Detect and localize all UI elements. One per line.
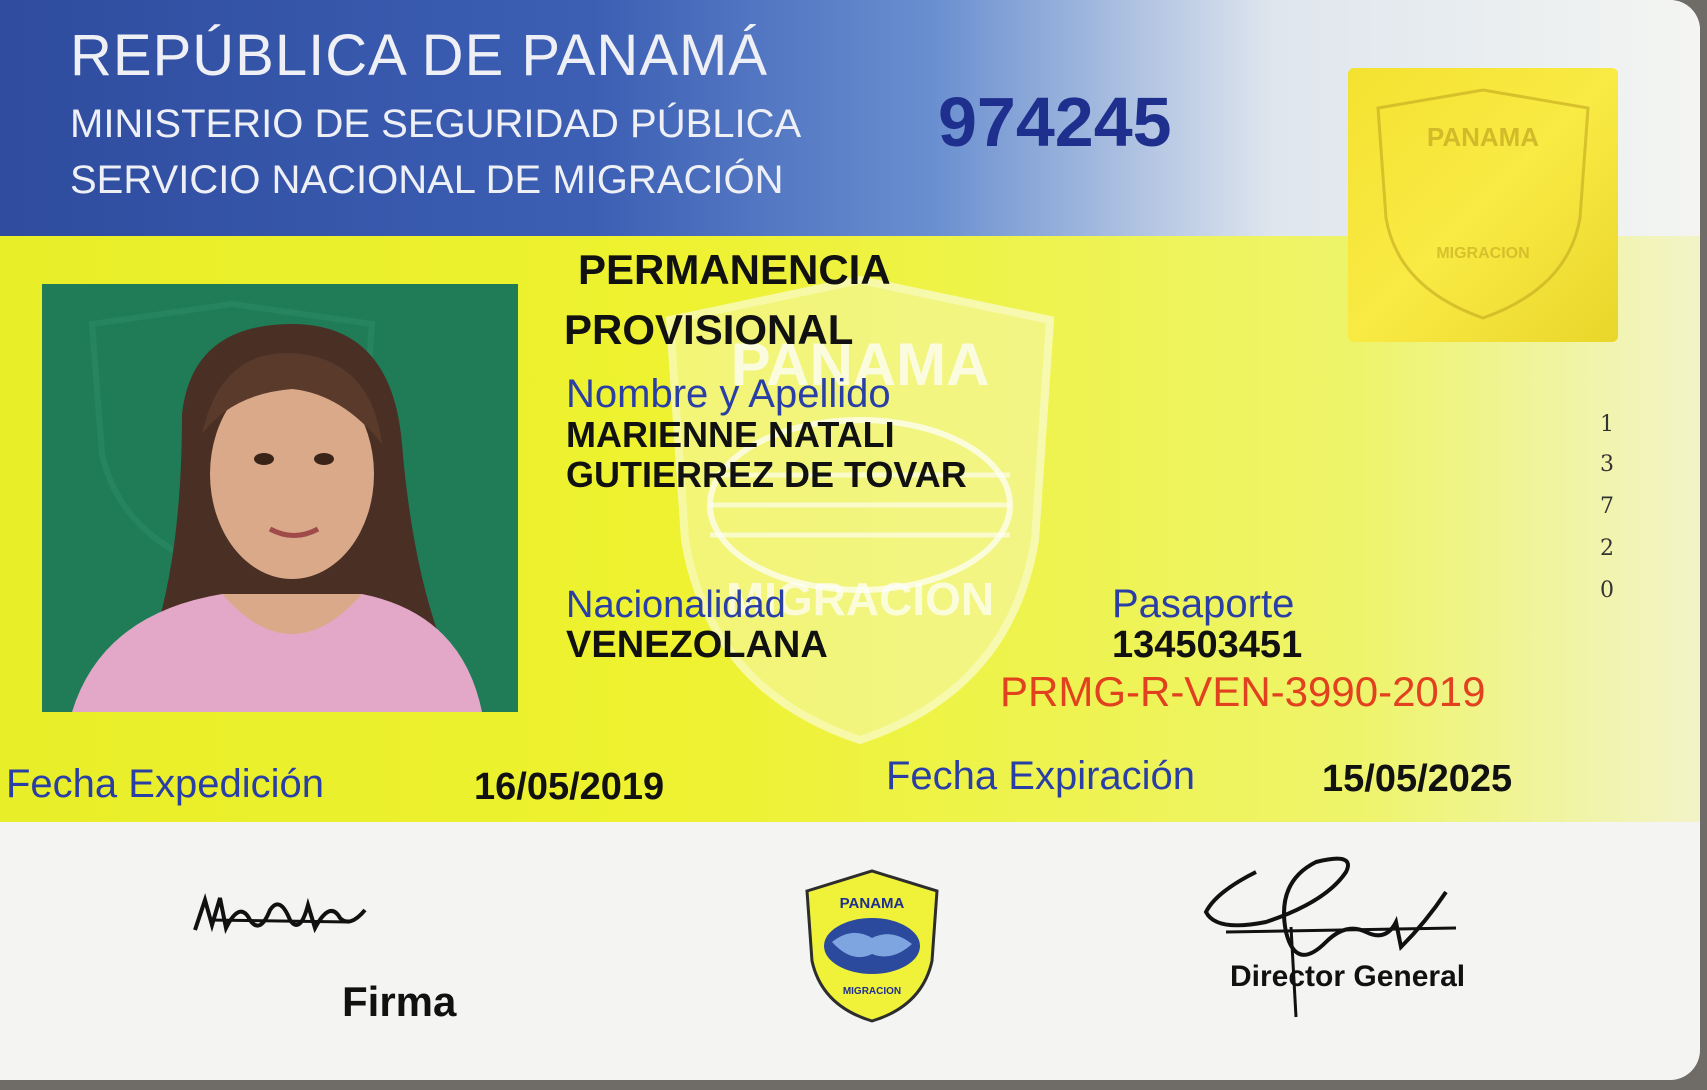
document-type-line2: PROVISIONAL xyxy=(564,306,854,353)
hologram-subtext: MIGRACION xyxy=(1436,245,1530,262)
hologram-text: PANAMA xyxy=(1426,122,1540,152)
emblem-bottom-text: MIGRACION xyxy=(842,986,902,997)
portrait-image xyxy=(42,284,518,712)
shield-icon xyxy=(1348,68,1618,342)
vertical-digit: 3 xyxy=(1600,452,1614,477)
vertical-digit: 2 xyxy=(1600,536,1614,561)
expiry-date: 15/05/2025 xyxy=(1322,758,1513,800)
ministry-title: MINISTERIO DE SEGURIDAD PÚBLICA xyxy=(70,102,802,146)
vertical-digit: 7 xyxy=(1600,494,1614,519)
name-label: Nombre y Apellido xyxy=(566,372,891,416)
expiry-date-label: Fecha Expiración xyxy=(886,754,1196,798)
vertical-digit: 0 xyxy=(1600,578,1614,603)
document-type-line1: PERMANENCIA xyxy=(578,246,891,293)
country-title: REPÚBLICA DE PANAMÁ xyxy=(70,23,769,88)
holder-surnames: GUTIERREZ DE TOVAR xyxy=(566,454,967,495)
watermark-bottom: MIGRACION xyxy=(725,573,995,625)
signature-label: Firma xyxy=(342,978,457,1025)
nationality-label: Nacionalidad xyxy=(566,584,786,626)
vertical-digit: 1 xyxy=(1600,412,1614,437)
nationality-value: VENEZOLANA xyxy=(566,624,828,666)
hologram-seal xyxy=(1348,68,1618,342)
director-label: Director General xyxy=(1230,960,1466,993)
permit-code: PRMG-R-VEN-3990-2019 xyxy=(1000,668,1486,715)
emblem-top-text: PANAMA xyxy=(839,895,905,912)
card-number: 974245 xyxy=(938,83,1172,161)
passport-label: Pasaporte xyxy=(1112,582,1295,626)
migration-emblem xyxy=(802,866,942,1026)
issue-date-label: Fecha Expedición xyxy=(6,762,324,806)
service-title: SERVICIO NACIONAL DE MIGRACIÓN xyxy=(70,158,784,202)
passport-number: 134503451 xyxy=(1112,624,1303,666)
holder-given-names: MARIENNE NATALI xyxy=(566,414,895,455)
holder-photo xyxy=(42,284,518,712)
watermark-top: PANAMA xyxy=(730,331,990,398)
holder-signature xyxy=(190,880,370,950)
issue-date: 16/05/2019 xyxy=(474,766,665,808)
